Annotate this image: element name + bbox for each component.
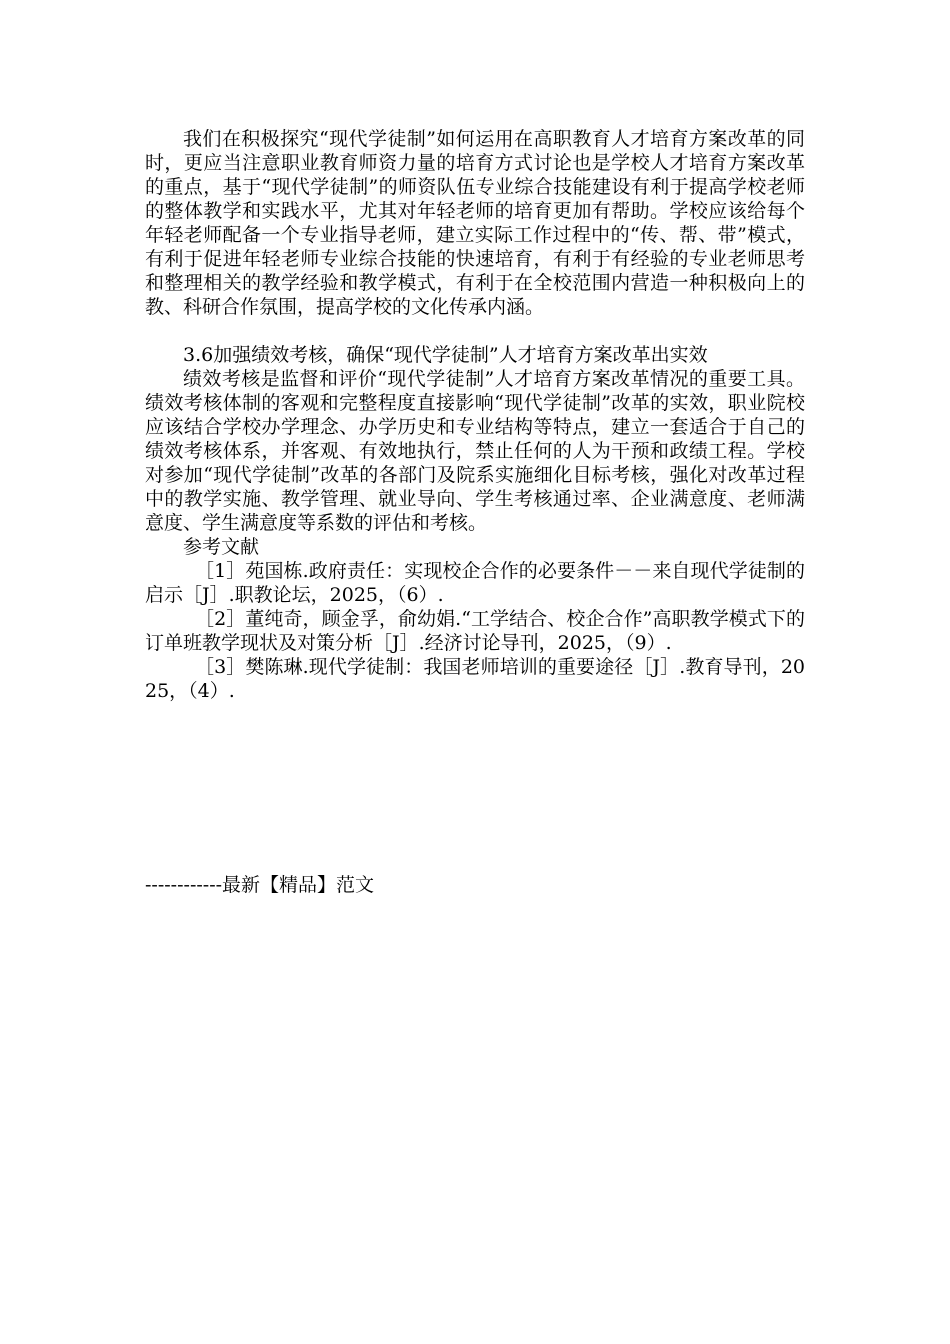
- reference-item-1: ［1］苑国栋.政府责任：实现校企合作的必要条件－－来自现代学徒制的启示［J］.职教论坛，2025，（6）.: [145, 560, 805, 606]
- section-heading-3-6: 3.6加强绩效考核，确保“现代学徒制”人才培育方案改革出实效: [183, 344, 708, 366]
- document-body: [145, 127, 805, 703]
- reference-item-3: ［3］樊陈琳.现代学徒制：我国老师培训的重要途径［J］.教育导刊，2025，（4）.: [145, 656, 805, 702]
- body-paragraph-teacher-training: 我们在积极探究“现代学徒制”如何运用在高职教育人才培育方案改革的同时，更应当注意职业教育师资力量的培育方式讨论也是学校人才培育方案改革的重点，基于“现代学徒制”的师资队伍专业综合技能建设有利于提高学校老师的整体教学和实践水平，尤其对年轻老师的培育更加有帮助。学校应该给每个年轻老师配备一个专业指导老师，建立实际工作过程中的“传、帮、带”模式，有利于促进年轻老师专业综合技能的快速培育，有利于有经验的专业老师思考和整理相关的教学经验和教学模式，有利于在全校范围内营造一种积极向上的教、科研合作氛围，提高学校的文化传承内涵。: [145, 128, 805, 318]
- reference-item-2: ［2］董纯奇，顾金孚，俞幼娟.“工学结合、校企合作”高职教学模式下的订单班教学现状及对策分析［J］.经济讨论导刊，2025，（9）.: [145, 608, 805, 654]
- paragraph-gap: [145, 319, 805, 343]
- references-title: 参考文献: [183, 536, 260, 558]
- footer-label: ------------最新【精品】范文: [145, 874, 375, 896]
- body-paragraph-performance-review: 绩效考核是监督和评价“现代学徒制”人才培育方案改革情况的重要工具。绩效考核体制的客观和完整程度直接影响“现代学徒制”改革的实效，职业院校应该结合学校办学理念、办学历史和专业结构等特点，建立一套适合于自己的绩效考核体系，并客观、有效地执行，禁止任何的人为干预和政绩工程。学校对参加“现代学徒制”改革的各部门及院系实施细化目标考核，强化对改革过程中的教学实施、教学管理、就业导向、学生考核通过率、企业满意度、老师满意度、学生满意度等系数的评估和考核。: [145, 368, 805, 534]
